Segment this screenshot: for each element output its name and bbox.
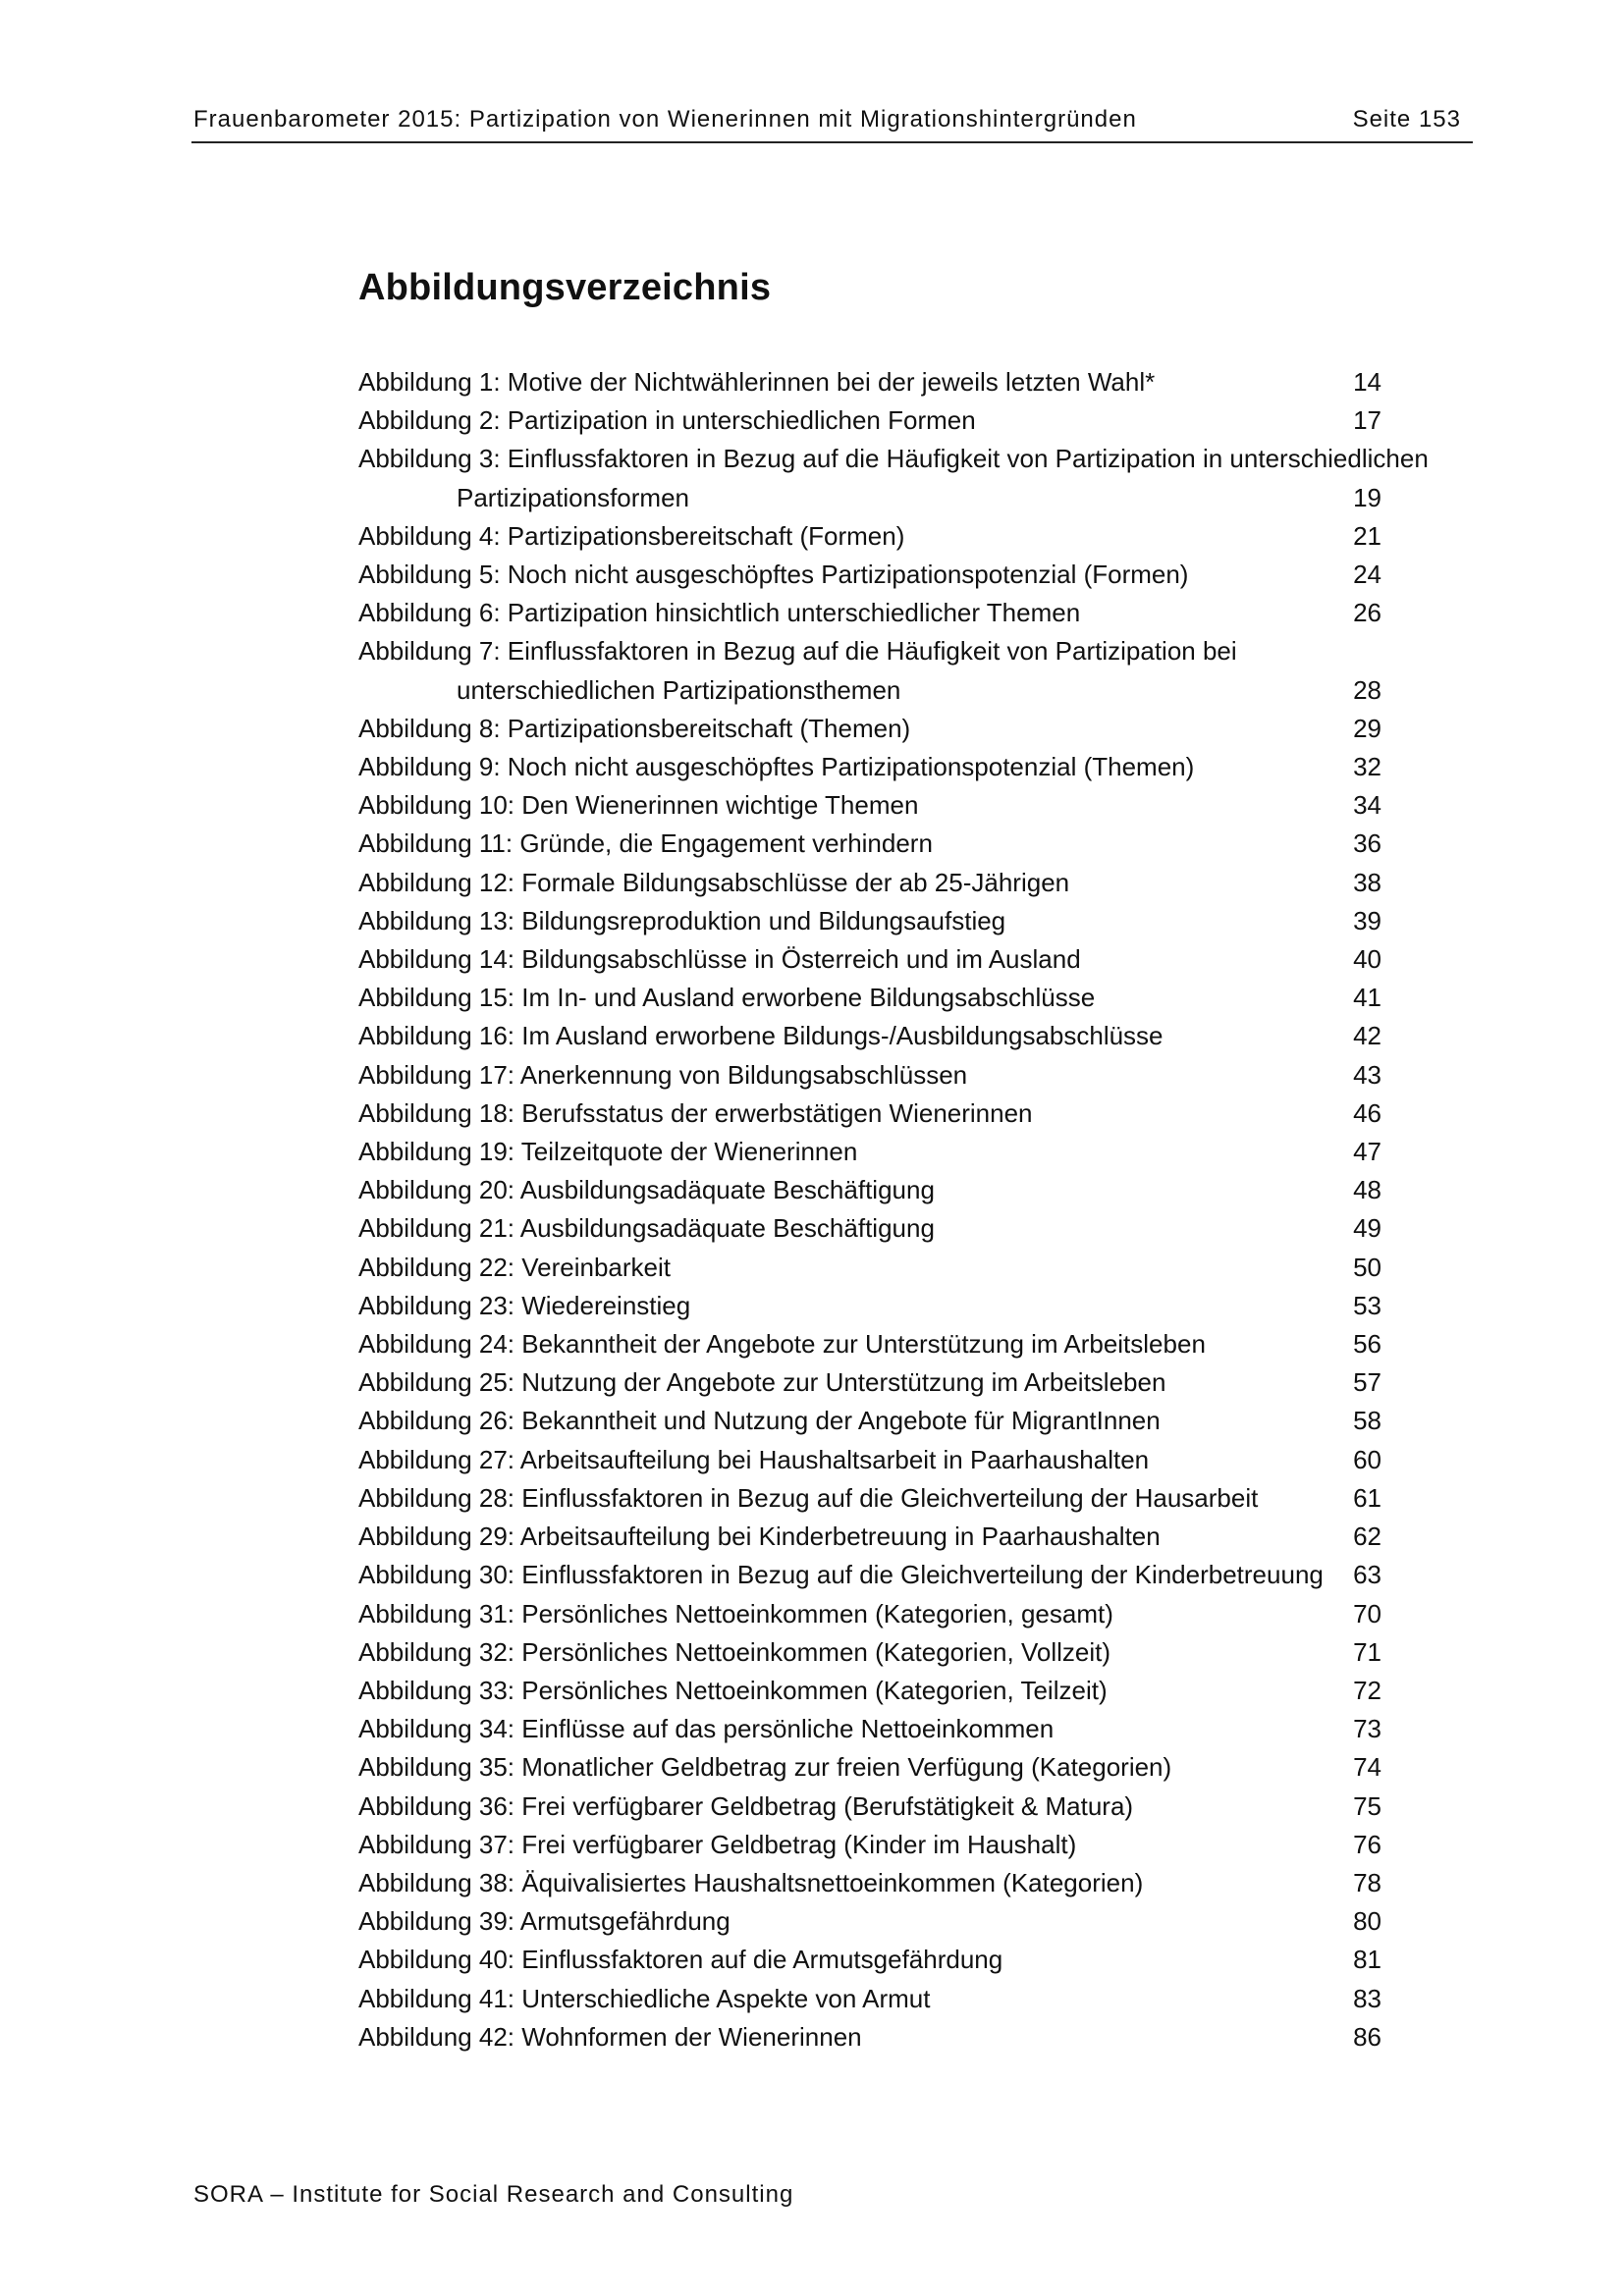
toc-entry (358, 979, 1399, 1017)
toc-entry (358, 1826, 1399, 1864)
figure-list (358, 363, 1429, 2056)
toc-entry (358, 1441, 1399, 1479)
toc-entry-title: Abbildung 24: Bekanntheit der Angebote zur Unterstützung im Arbeitsleben (358, 1329, 1206, 1360)
toc-entry (358, 1363, 1399, 1402)
toc-entry-page: 32 (1353, 752, 1381, 782)
toc-entry-title: Abbildung 30: Einflussfaktoren in Bezug auf die Gleichverteilung der Kinderbetreuung (358, 1560, 1324, 1590)
toc-entry-title: Abbildung 41: Unterschiedliche Aspekte von Armut (358, 1983, 931, 2013)
toc-entry-title: Abbildung 38: Äquivalisiertes Haushaltsnettoeinkommen (Kategorien) (358, 1867, 1144, 1897)
toc-entry-page: 34 (1353, 790, 1381, 821)
toc-entry-title: Abbildung 33: Persönliches Nettoeinkommen (Kategorien, Teilzeit) (358, 1675, 1108, 1705)
toc-entry (358, 1095, 1399, 1133)
toc-entry-title: Abbildung 11: Gründe, die Engagement verhindern (358, 828, 933, 859)
toc-entry-page: 58 (1353, 1406, 1381, 1436)
toc-entry-page: 50 (1353, 1252, 1381, 1282)
toc-entry-page: 40 (1353, 944, 1381, 975)
toc-entry-title: Abbildung 15: Im In- und Ausland erworbene Bildungsabschlüsse (358, 983, 1096, 1013)
toc-entry-page: 38 (1353, 867, 1381, 897)
toc-entry-page: 29 (1353, 713, 1381, 743)
toc-entry (358, 1133, 1399, 1171)
toc-entry-title: Abbildung 37: Frei verfügbarer Geldbetrag (Kinder im Haushalt) (358, 1829, 1077, 1859)
toc-entry (358, 710, 1399, 748)
toc-entry (358, 401, 1399, 440)
toc-entry-title: Abbildung 28: Einflussfaktoren in Bezug auf die Gleichverteilung der Hausarbeit (358, 1482, 1259, 1513)
toc-entry-title: Abbildung 35: Monatlicher Geldbetrag zur freien Verfügung (Kategorien) (358, 1752, 1172, 1783)
toc-entry (358, 1017, 1399, 1055)
toc-entry (358, 1595, 1399, 1633)
toc-entry-page: 24 (1353, 560, 1381, 590)
toc-entry-title: Abbildung 40: Einflussfaktoren auf die Armutsgefährdung (358, 1945, 1003, 1975)
toc-entry-page: 21 (1353, 520, 1381, 551)
toc-entry (358, 1864, 1399, 1902)
header-page-number: Seite 153 (1352, 106, 1461, 133)
toc-entry-page: 72 (1353, 1675, 1381, 1705)
toc-entry (358, 1980, 1399, 2018)
toc-entry (358, 2018, 1399, 2056)
toc-entry (358, 902, 1399, 940)
toc-entry-title: Abbildung 36: Frei verfügbarer Geldbetrag (Berufstätigkeit & Matura) (358, 1790, 1134, 1821)
toc-entry-title: Abbildung 13: Bildungsreproduktion und Bildungsaufstieg (358, 905, 1006, 935)
toc-entry-title: Abbildung 5: Noch nicht ausgeschöpftes Partizipationspotenzial (Formen) (358, 560, 1189, 590)
toc-entry-page: 71 (1353, 1636, 1381, 1667)
toc-entry (358, 1325, 1399, 1363)
toc-entry-page: 80 (1353, 1906, 1381, 1937)
toc-entry-page: 62 (1353, 1522, 1381, 1552)
toc-entry (358, 1402, 1399, 1440)
toc-entry (358, 1249, 1399, 1287)
toc-entry-page: 60 (1353, 1444, 1381, 1474)
toc-entry-page: 47 (1353, 1137, 1381, 1167)
toc-entry-title: Abbildung 12: Formale Bildungsabschlüsse der ab 25-Jährigen (358, 867, 1070, 897)
toc-entry (358, 1287, 1399, 1325)
toc-entry-page: 83 (1353, 1983, 1381, 2013)
toc-entry-title: Abbildung 42: Wohnformen der Wienerinnen (358, 2021, 862, 2052)
toc-entry-title: Abbildung 34: Einflüsse auf das persönliche Nettoeinkommen (358, 1714, 1055, 1744)
toc-entry-page: 41 (1353, 983, 1381, 1013)
toc-entry (358, 1710, 1399, 1748)
toc-entry-page: 28 (1353, 674, 1381, 705)
toc-entry (358, 440, 1429, 516)
toc-entry-page: 14 (1353, 367, 1381, 397)
toc-entry-page: 86 (1353, 2021, 1381, 2052)
toc-entry-page: 75 (1353, 1790, 1381, 1821)
toc-entry-title: Abbildung 16: Im Ausland erworbene Bildungs-/Ausbildungsabschlüsse (358, 1021, 1164, 1051)
toc-entry-page: 17 (1353, 405, 1381, 436)
toc-entry (358, 594, 1399, 632)
toc-entry (358, 1479, 1399, 1518)
toc-entry-title: Abbildung 20: Ausbildungsadäquate Beschäftigung (358, 1175, 935, 1205)
toc-entry-title: Abbildung 6: Partizipation hinsichtlich unterschiedlicher Themen (358, 598, 1081, 628)
toc-entry (358, 1902, 1399, 1941)
toc-entry (358, 1518, 1399, 1556)
toc-entry-title: Abbildung 10: Den Wienerinnen wichtige Themen (358, 790, 919, 821)
toc-entry-page: 19 (1353, 482, 1381, 512)
toc-entry-page: 49 (1353, 1213, 1381, 1244)
toc-entry-page: 78 (1353, 1867, 1381, 1897)
toc-entry (358, 363, 1399, 401)
toc-entry-page: 36 (1353, 828, 1381, 859)
toc-entry (358, 632, 1399, 709)
toc-entry-title: Abbildung 4: Partizipationsbereitschaft (Formen) (358, 520, 905, 551)
header-title: Frauenbarometer 2015: Partizipation von Wienerinnen mit Migrationshintergründen (193, 106, 1137, 133)
toc-entry-title: Abbildung 22: Vereinbarkeit (358, 1252, 672, 1282)
toc-entry-page: 61 (1353, 1482, 1381, 1513)
toc-entry-page: 73 (1353, 1714, 1381, 1744)
toc-entry-title: Abbildung 3: Einflussfaktoren in Bezug auf die Häufigkeit von Partizipation in unterschiedlichen Partizipationsformen (358, 444, 1429, 512)
toc-entry (358, 1748, 1399, 1787)
toc-entry-title: Abbildung 21: Ausbildungsadäquate Beschäftigung (358, 1213, 935, 1244)
toc-entry-page: 70 (1353, 1598, 1381, 1629)
toc-entry-page: 56 (1353, 1329, 1381, 1360)
toc-entry-page: 39 (1353, 905, 1381, 935)
toc-entry-page: 46 (1353, 1097, 1381, 1128)
toc-entry-title: Abbildung 32: Persönliches Nettoeinkommen (Kategorien, Vollzeit) (358, 1636, 1110, 1667)
page-footer: SORA – Institute for Social Research and Consulting (193, 2181, 794, 2208)
page-header (191, 102, 1473, 143)
toc-entry-title: Abbildung 23: Wiedereinstieg (358, 1290, 691, 1320)
toc-entry (358, 1171, 1399, 1209)
toc-entry-title: Abbildung 8: Partizipationsbereitschaft (Themen) (358, 713, 911, 743)
toc-entry-page: 81 (1353, 1945, 1381, 1975)
toc-entry-title: Abbildung 19: Teilzeitquote der Wienerinnen (358, 1137, 858, 1167)
toc-entry-title: Abbildung 17: Anerkennung von Bildungsabschlüssen (358, 1059, 968, 1090)
toc-entry (358, 864, 1399, 902)
toc-entry (358, 1056, 1399, 1095)
toc-entry-title: Abbildung 27: Arbeitsaufteilung bei Haushaltsarbeit in Paarhaushalten (358, 1444, 1150, 1474)
toc-entry-title: Abbildung 31: Persönliches Nettoeinkommen (Kategorien, gesamt) (358, 1598, 1113, 1629)
toc-entry (358, 1633, 1399, 1672)
toc-entry-title: Abbildung 7: Einflussfaktoren in Bezug auf die Häufigkeit von Partizipation bei unterschiedlichen Partizipationsthemen (358, 636, 1237, 705)
toc-entry (358, 517, 1399, 556)
toc-entry (358, 1672, 1399, 1710)
toc-entry-page: 57 (1353, 1367, 1381, 1398)
toc-entry-page: 26 (1353, 598, 1381, 628)
toc-entry-title: Abbildung 9: Noch nicht ausgeschöpftes Partizipationspotenzial (Themen) (358, 752, 1195, 782)
toc-entry-title: Abbildung 1: Motive der Nichtwählerinnen bei der jeweils letzten Wahl* (358, 367, 1156, 397)
toc-entry-title: Abbildung 2: Partizipation in unterschiedlichen Formen (358, 405, 976, 436)
toc-entry (358, 556, 1399, 594)
toc-entry-title: Abbildung 25: Nutzung der Angebote zur Unterstützung im Arbeitsleben (358, 1367, 1166, 1398)
toc-entry-page: 53 (1353, 1290, 1381, 1320)
toc-entry-page: 74 (1353, 1752, 1381, 1783)
page-title: Abbildungsverzeichnis (358, 267, 772, 308)
toc-entry (358, 1788, 1399, 1826)
toc-entry (358, 1209, 1399, 1248)
toc-entry (358, 786, 1399, 825)
toc-entry-page: 63 (1353, 1560, 1381, 1590)
toc-entry-title: Abbildung 29: Arbeitsaufteilung bei Kinderbetreuung in Paarhaushalten (358, 1522, 1161, 1552)
toc-entry-page: 43 (1353, 1059, 1381, 1090)
toc-entry-page: 48 (1353, 1175, 1381, 1205)
toc-entry-title: Abbildung 14: Bildungsabschlüsse in Österreich und im Ausland (358, 944, 1081, 975)
toc-entry-page: 76 (1353, 1829, 1381, 1859)
toc-entry (358, 1556, 1399, 1594)
toc-entry (358, 825, 1399, 863)
toc-entry-title: Abbildung 39: Armutsgefährdung (358, 1906, 731, 1937)
toc-entry-title: Abbildung 18: Berufsstatus der erwerbstätigen Wienerinnen (358, 1097, 1033, 1128)
toc-entry (358, 748, 1399, 786)
toc-entry (358, 1941, 1399, 1979)
toc-entry-title: Abbildung 26: Bekanntheit und Nutzung der Angebote für MigrantInnen (358, 1406, 1161, 1436)
toc-entry-page: 42 (1353, 1021, 1381, 1051)
toc-entry (358, 940, 1399, 979)
